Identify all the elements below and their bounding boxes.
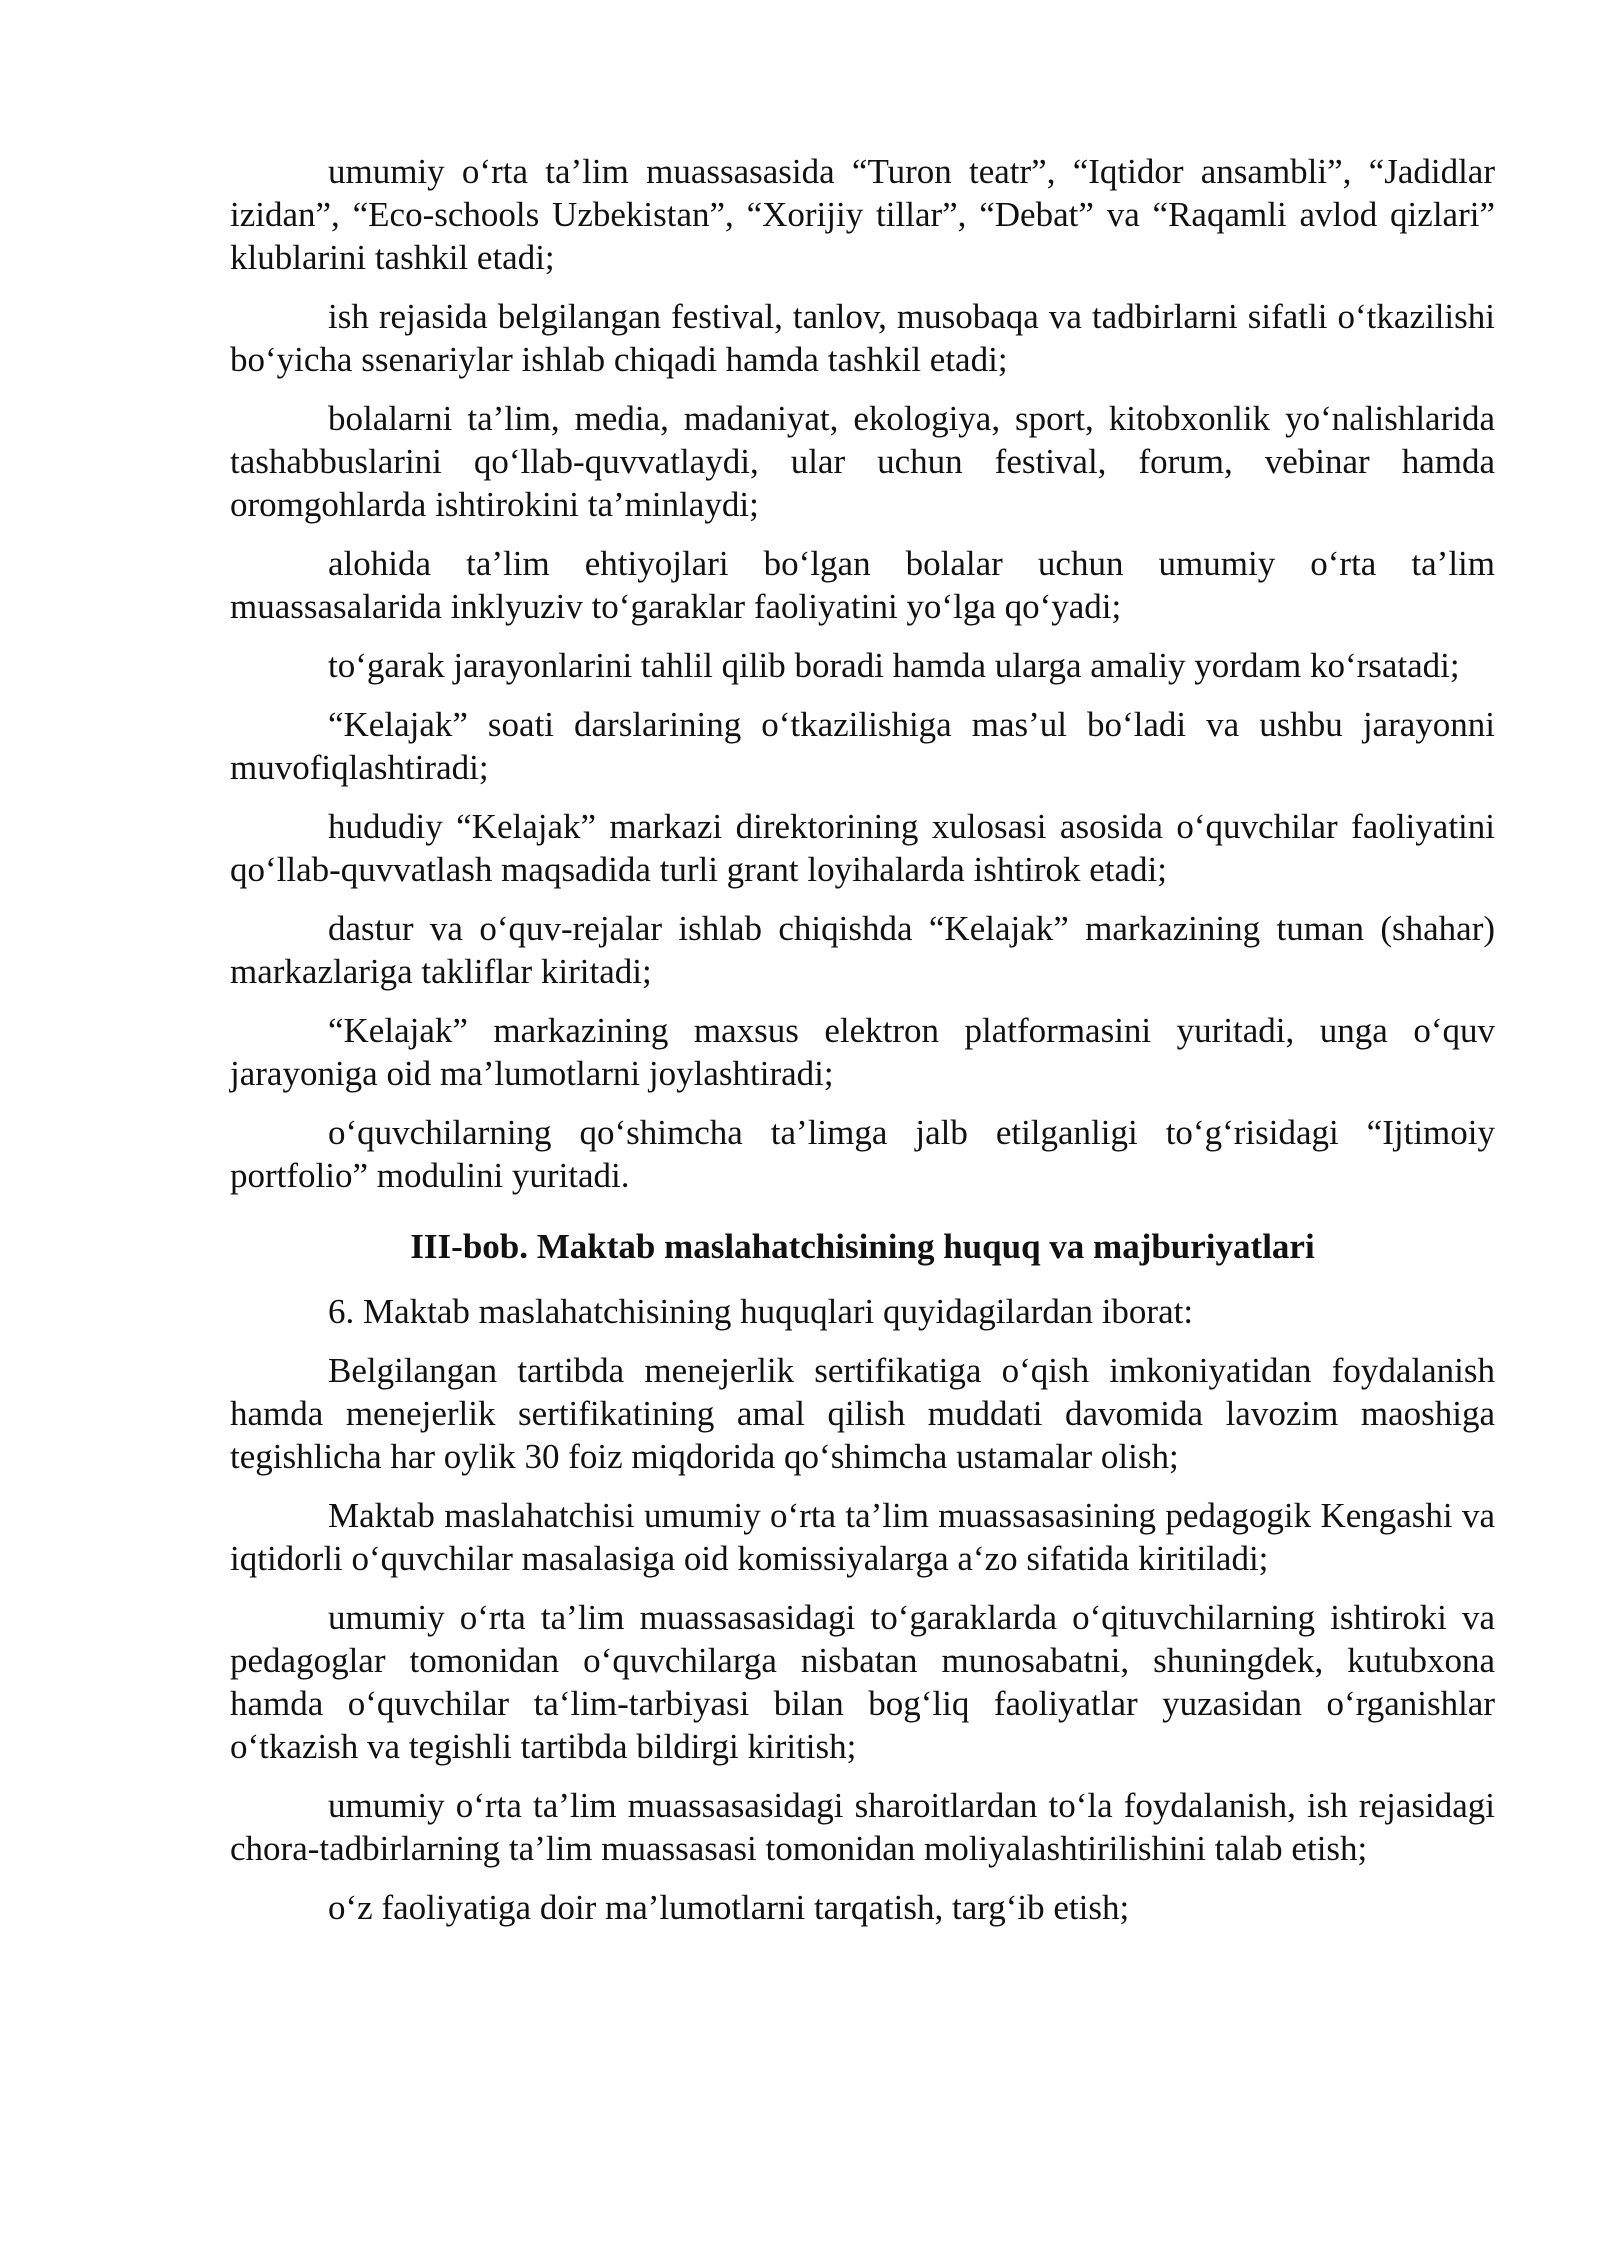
paragraph: umumiy o‘rta ta’lim muassasasida “Turon teatr”, “Iqtidor ansambli”, “Jadidlar izidan”, “Eco-schools Uzbekistan”, “Xorijiy tillar”, “Debat” va “Raqamli avlod qizlari” klublarini tashkil etadi;: [230, 152, 1495, 277]
paragraph: Belgilangan tartibda menejerlik sertifikatiga o‘qish imkoniyatidan foydalanish hamda menejerlik sertifikatining amal qilish muddati davomida lavozim maoshiga tegishlicha har oylik 30 foiz miqdorida qo‘shimcha ustamalar olish;: [230, 1351, 1495, 1476]
paragraph: “Kelajak” markazining maxsus elektron platformasini yuritadi, unga o‘quv jarayoniga oid ma’lumotlarni joylashtiradi;: [230, 1011, 1495, 1093]
section-after: [230, 1290, 1495, 1929]
paragraph: umumiy o‘rta ta’lim muassasasidagi sharoitlardan to‘la foydalanish, ish rejasidagi chora-tadbirlarning ta’lim muassasasi tomonidan moliyalashtirilishini talab etish;: [230, 1786, 1495, 1868]
paragraph: ish rejasida belgilangan festival, tanlov, musobaqa va tadbirlarni sifatli o‘tkazilishi bo‘yicha ssenariylar ishlab chiqadi hamda tashkil etadi;: [230, 297, 1495, 379]
section-before: [230, 150, 1495, 1197]
paragraph: hududiy “Kelajak” markazi direktorining xulosasi asosida o‘quvchilar faoliyatini qo‘llab-quvvatlash maqsadida turli grant loyihalarda ishtirok etadi;: [230, 807, 1495, 889]
paragraph: Maktab maslahatchisi umumiy o‘rta ta’lim muassasasining pedagogik Kengashi va iqtidorli o‘quvchilar masalasiga oid komissiyalarga a‘zo sifatida kiritiladi;: [230, 1496, 1495, 1578]
paragraph: o‘quvchilarning qo‘shimcha ta’limga jalb etilganligi to‘g‘risidagi “Ijtimoiy portfolio” modulini yuritadi.: [230, 1113, 1495, 1195]
paragraph: dastur va o‘quv-rejalar ishlab chiqishda “Kelajak” markazining tuman (shahar) markazlariga takliflar kiritadi;: [230, 909, 1495, 991]
paragraph: to‘garak jarayonlarini tahlil qilib boradi hamda ularga amaliy yordam ko‘rsatadi;: [328, 646, 1460, 685]
paragraph: o‘z faoliyatiga doir ma’lumotlarni tarqatish, targ‘ib etish;: [328, 1888, 1130, 1927]
paragraph: alohida ta’lim ehtiyojlari bo‘lgan bolalar uchun umumiy o‘rta ta’lim muassasalarida inklyuziv to‘garaklar faoliyatini yo‘lga qo‘yadi;: [230, 544, 1495, 626]
paragraph: umumiy o‘rta ta’lim muassasasidagi to‘garaklarda o‘qituvchilarning ishtiroki va pedagoglar tomonidan o‘quvchilarga nisbatan munosabatni, shuningdek, kutubxona hamda o‘quvchilar ta‘lim-tarbiyasi bilan bog‘liq faoliyatlar yuzasidan o‘rganishlar o‘tkazish va tegishli tartibda bildirgi kiritish;: [230, 1598, 1495, 1766]
paragraph: “Kelajak” soati darslarining o‘tkazilishiga mas’ul bo‘ladi va ushbu jarayonni muvofiqlashtiradi;: [230, 705, 1495, 787]
document-page: [230, 150, 1495, 1945]
chapter-heading: III-bob. Maktab maslahatchisining huquq va majburiyatlari: [410, 1227, 1315, 1266]
paragraph: 6. Maktab maslahatchisining huquqlari quyidagilardan iborat:: [328, 1292, 1194, 1331]
paragraph: bolalarni ta’lim, media, madaniyat, ekologiya, sport, kitobxonlik yo‘nalishlarida tashabbuslarini qo‘llab-quvvatlaydi, ular uchun festival, forum, vebinar hamda oromgohlarda ishtirokini ta’minlaydi;: [230, 399, 1495, 524]
